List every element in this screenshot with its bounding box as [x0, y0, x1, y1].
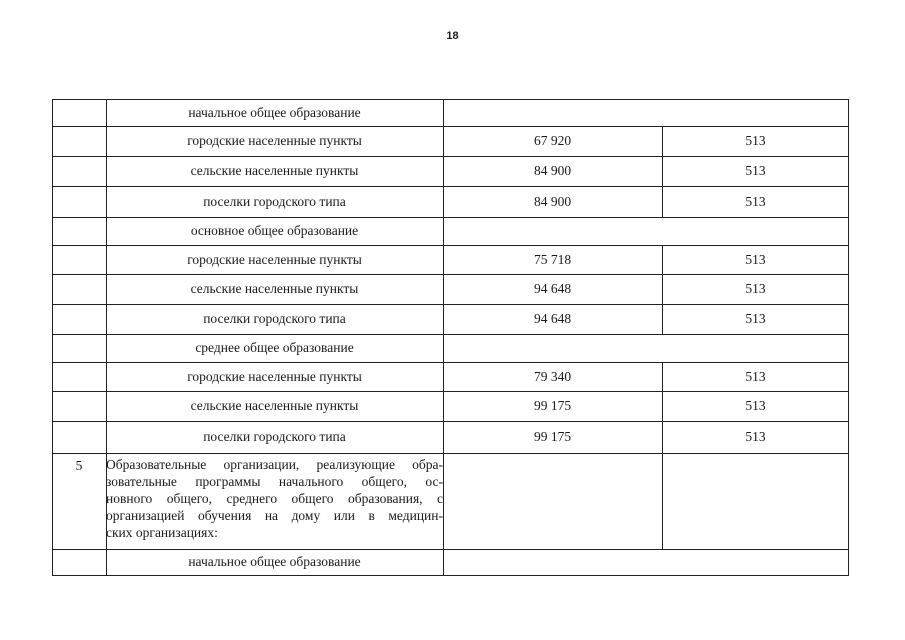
- coefficient-cell: 513: [745, 429, 766, 444]
- row-label: городские населенные пункты: [187, 368, 362, 384]
- row-label: городские населенные пункты: [187, 251, 362, 267]
- row-label: поселки городского типа: [203, 311, 346, 326]
- row-rule: [52, 453, 849, 454]
- value-cell: 94 648: [533, 311, 572, 326]
- row-label: поселки городского типа: [203, 193, 346, 209]
- entry-number: 5: [75, 458, 83, 473]
- entry-line: ских организациях:: [106, 525, 218, 540]
- coefficient-cell: 513: [745, 163, 766, 178]
- coefficient-cell: 513: [745, 368, 766, 384]
- entry-description: [106, 456, 443, 541]
- row-label: сельские населенные пункты: [190, 398, 359, 413]
- coefficient-cell: 513: [745, 193, 766, 209]
- value-cell: 75 718: [533, 251, 572, 267]
- value-cell: 94 648: [533, 281, 572, 296]
- entry-line: организацией обучения на дому или в медицин-: [106, 508, 443, 523]
- entry-line: Образовательные организации, реализующие обра-: [106, 457, 443, 472]
- section-label: среднее общее образование: [195, 340, 354, 355]
- entry-line: зовательные программы начального общего, ос-: [106, 474, 443, 489]
- section-label: начальное общее образование: [188, 104, 361, 120]
- value-cell: 84 900: [533, 163, 572, 178]
- row-label: сельские населенные пункты: [190, 281, 359, 296]
- coefficient-cell: 513: [745, 133, 766, 148]
- column-rule: [662, 453, 663, 549]
- value-cell: 79 340: [533, 368, 572, 384]
- coefficient-cell: 513: [745, 398, 766, 413]
- last-row-label: начальное общее образование: [188, 554, 361, 569]
- value-cell: 67 920: [533, 133, 572, 148]
- coefficient-cell: 513: [745, 281, 766, 296]
- entry-line: новного общего, среднего общего образования, с: [106, 491, 443, 506]
- coefficient-cell: 513: [745, 251, 766, 267]
- row-label: городские населенные пункты: [187, 133, 362, 148]
- value-cell: 84 900: [533, 193, 572, 209]
- value-cell: 99 175: [533, 398, 572, 413]
- coefficient-cell: 513: [745, 311, 766, 326]
- page-number: 18: [446, 30, 459, 42]
- row-label: сельские населенные пункты: [190, 163, 359, 178]
- section-label: основное общее образование: [190, 223, 359, 238]
- row-label: поселки городского типа: [203, 429, 346, 444]
- value-cell: 99 175: [533, 429, 572, 444]
